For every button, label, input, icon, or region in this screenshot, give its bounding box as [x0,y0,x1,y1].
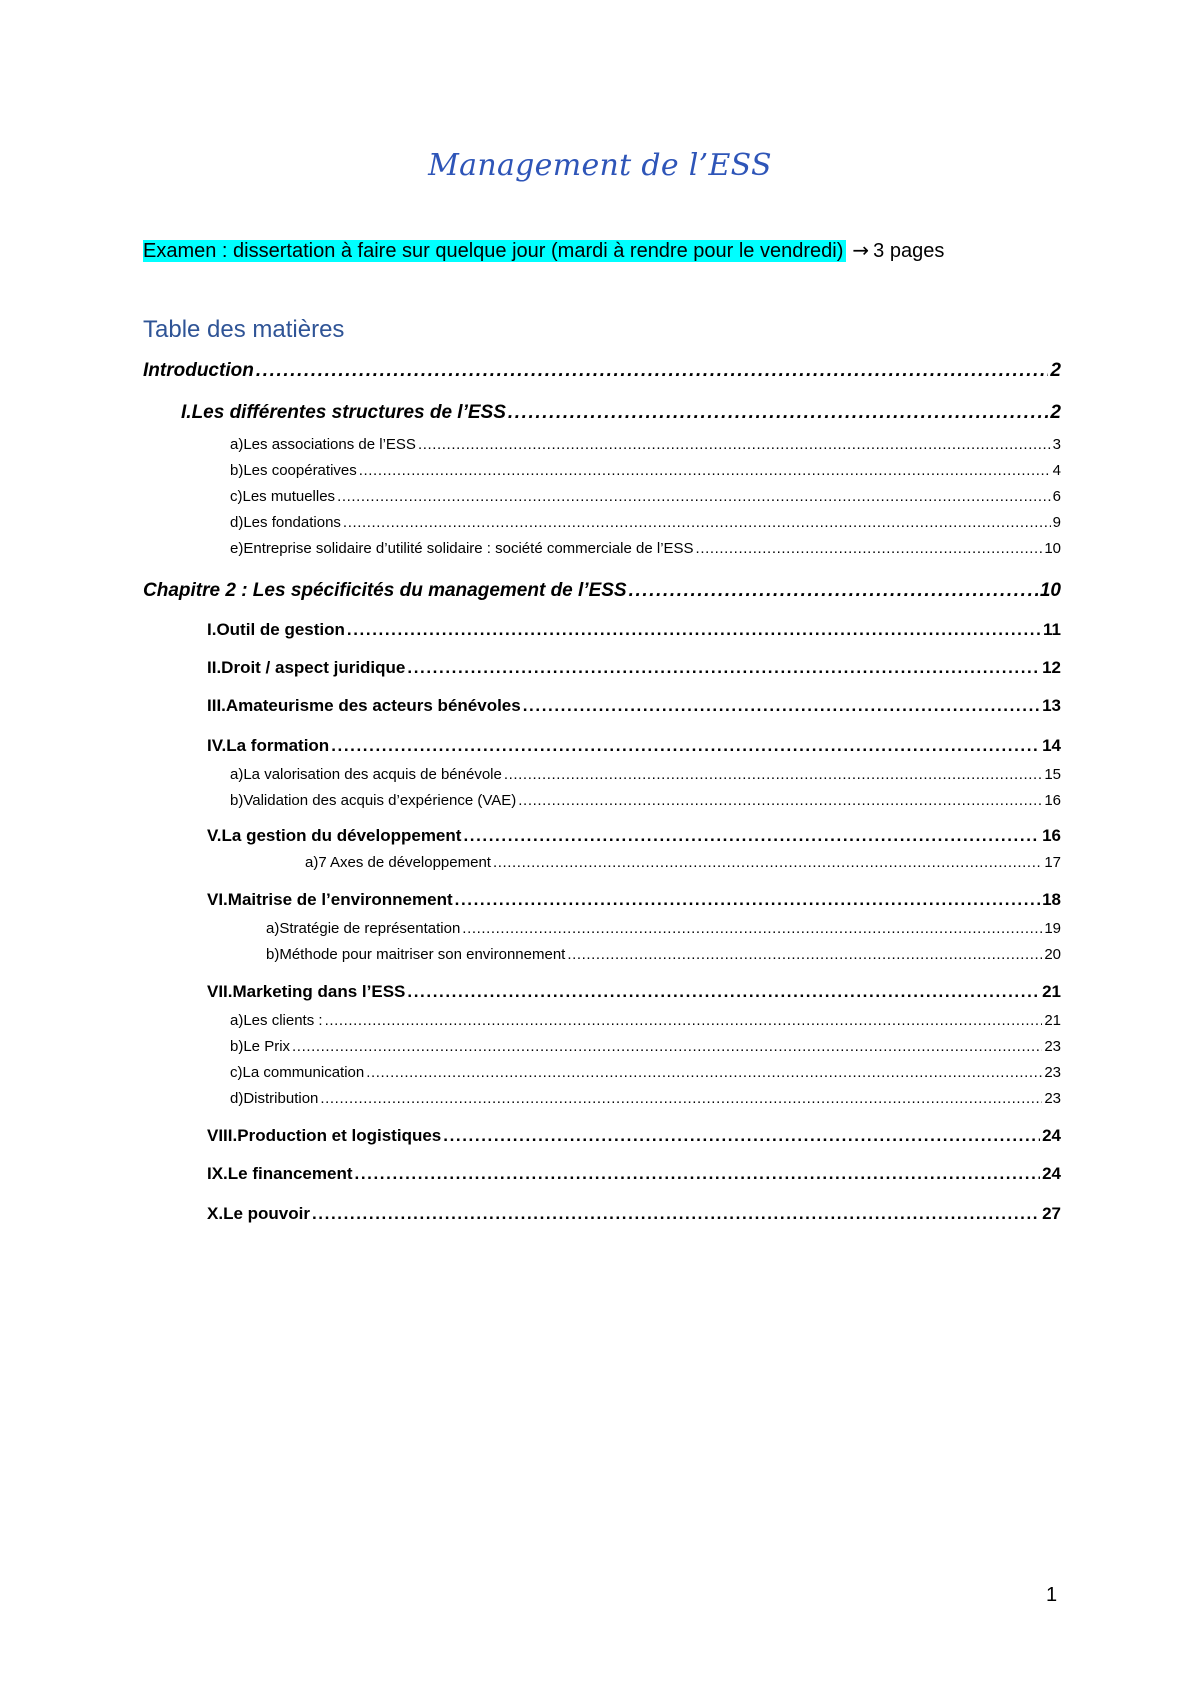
toc-leader [504,766,1042,783]
toc-entry-valorisation[interactable] [230,766,1061,783]
toc-entry-number: d) [230,1090,244,1107]
toc-entry-label: Stratégie de représentation [279,920,461,937]
toc-leader [463,826,1040,846]
toc-entry-label: Le pouvoir [223,1204,310,1223]
toc-entry-axes-developpement[interactable] [305,854,1061,871]
toc-entry-label: Marketing dans l’ESS [232,982,406,1001]
toc-entry-number: VII. [207,982,233,1001]
toc-entry-mutuelles[interactable] [230,488,1061,505]
toc-page-number: 13 [1042,696,1061,715]
toc-entry-number: a) [230,436,244,453]
toc-entry-number: a) [305,854,319,871]
toc-entry-label: Validation des acquis d’expérience (VAE) [243,792,517,809]
toc-entry-prix[interactable] [230,1038,1061,1055]
toc-page-number: 17 [1044,854,1061,871]
toc-leader [407,982,1040,1002]
toc-entry-distribution[interactable] [230,1090,1061,1107]
toc-entry-clients[interactable] [230,1012,1061,1029]
toc-entry-number: VIII. [207,1126,238,1145]
document-title: Management de l’ESS [428,148,772,183]
toc-page-number: 24 [1042,1164,1061,1183]
toc-entry-label: Les mutuelles [242,488,336,505]
toc-entry-label: Le financement [227,1164,353,1183]
toc-entry-fondations[interactable] [230,514,1061,531]
toc-page-number: 16 [1044,792,1061,809]
exam-note [143,236,944,265]
toc-entry-label: Amateurisme des acteurs bénévoles [225,696,521,715]
page-number: 1 [1046,1584,1058,1606]
toc-page-number: 2 [1050,402,1061,423]
toc-entry-introduction[interactable] [143,360,1061,382]
toc-entry-marketing[interactable] [207,982,1061,1002]
toc-entry-entreprise-solidaire[interactable] [230,540,1061,557]
exam-page-count: 3 pages [873,240,945,262]
toc-page-number: 27 [1042,1204,1061,1223]
toc-entry-label: Chapitre 2 : Les spécificités du management de l’ESS [143,580,627,601]
toc-leader [493,854,1042,871]
toc-entry-number: V. [207,826,222,845]
toc-leader [696,540,1043,557]
toc-leader [407,658,1040,678]
toc-leader [462,920,1042,937]
toc-leader [443,1126,1040,1146]
toc-entry-cooperatives[interactable] [230,462,1061,479]
toc-entry-communication[interactable] [230,1064,1061,1081]
toc-entry-label: Les coopératives [243,462,357,479]
toc-entry-vae[interactable] [230,792,1061,809]
toc-entry-amateurisme[interactable] [207,696,1061,716]
toc-leader [355,1164,1041,1184]
toc-leader [523,696,1040,716]
toc-page-number: 24 [1042,1126,1061,1145]
toc-entry-label: Entreprise solidaire d’utilité solidaire : société commerciale de l’ESS [243,540,694,557]
toc-entry-gestion-developpement[interactable] [207,826,1061,846]
toc-page-number: 9 [1052,514,1061,531]
toc-page-number: 20 [1044,946,1061,963]
toc-entry-number: I. [207,620,217,639]
toc-entry-label: Les clients : [243,1012,323,1029]
toc-leader [629,580,1038,602]
toc-entry-label: La formation [226,736,330,755]
toc-entry-number: c) [230,1064,243,1081]
toc-leader [359,462,1051,479]
toc-page-number: 6 [1052,488,1061,505]
toc-entry-structures[interactable] [181,402,1061,424]
toc-entry-number: c) [230,488,243,505]
toc-entry-number: II. [207,658,222,677]
toc-entry-label: Introduction [143,360,254,381]
toc-page-number: 12 [1042,658,1061,677]
toc-page-number: 23 [1044,1090,1061,1107]
toc-leader [518,792,1042,809]
toc-leader [331,736,1040,756]
toc-entry-number: a) [230,766,244,783]
toc-page-number: 19 [1044,920,1061,937]
toc-entry-number: IX. [207,1164,228,1183]
toc-entry-label: Droit / aspect juridique [221,658,406,677]
toc-entry-number: IV. [207,736,227,755]
toc-leader [312,1204,1040,1224]
toc-entry-label: Distribution [243,1090,319,1107]
toc-entry-label: Les associations de l’ESS [243,436,416,453]
toc-leader [325,1012,1043,1029]
toc-leader [320,1090,1042,1107]
toc-page-number: 23 [1044,1038,1061,1055]
toc-entry-label: La communication [242,1064,365,1081]
toc-page-number: 3 [1052,436,1061,453]
toc-entry-number: d) [230,514,244,531]
arrow-right-icon: → [852,238,870,262]
toc-page-number: 16 [1042,826,1061,845]
toc-entry-number: VI. [207,890,228,909]
toc-entry-chapitre-2[interactable] [143,580,1061,602]
toc-entry-production[interactable] [207,1126,1061,1146]
toc-entry-label: 7 Axes de développement [318,854,491,871]
exam-highlighted-text: Examen : dissertation à faire sur quelque jour (mardi à rendre pour le vendredi) [143,240,846,262]
toc-entry-associations[interactable] [230,436,1061,453]
toc-entry-label: Les fondations [243,514,341,531]
toc-page-number: 18 [1042,890,1061,909]
toc-leader [366,1064,1042,1081]
toc-entry-label: Méthode pour maitriser son environnement [279,946,566,963]
toc-entry-droit[interactable] [207,658,1061,678]
toc-page-number: 2 [1050,360,1061,381]
toc-entry-methode-environnement[interactable] [266,946,1061,963]
toc-page-number: 11 [1043,620,1061,639]
toc-leader [337,488,1051,505]
toc-entry-label: La valorisation des acquis de bénévole [243,766,502,783]
toc-entry-strategie-representation[interactable] [266,920,1061,937]
toc-page-number: 10 [1044,540,1061,557]
toc-entry-number: I. [181,402,192,423]
toc-entry-number: b) [266,946,280,963]
toc-page-number: 21 [1042,982,1061,1001]
toc-page-number: 23 [1044,1064,1061,1081]
toc-page-number: 21 [1044,1012,1061,1029]
toc-heading: Table des matières [143,316,345,343]
toc-leader [292,1038,1042,1055]
toc-page-number: 4 [1052,462,1061,479]
toc-entry-financement[interactable] [207,1164,1061,1184]
toc-leader [567,946,1042,963]
toc-entry-number: e) [230,540,244,557]
toc-leader [455,890,1040,910]
toc-entry-formation[interactable] [207,736,1061,756]
toc-page-number: 14 [1042,736,1061,755]
toc-entry-number: b) [230,462,244,479]
toc-entry-pouvoir[interactable] [207,1204,1061,1224]
toc-leader [418,436,1051,453]
toc-entry-label: Outil de gestion [216,620,345,639]
toc-leader [256,360,1049,382]
toc-entry-number: b) [230,792,244,809]
toc-entry-label: La gestion du développement [221,826,462,845]
toc-entry-number: a) [230,1012,244,1029]
toc-entry-number: b) [230,1038,244,1055]
toc-entry-label: Production et logistiques [237,1126,442,1145]
toc-page-number: 15 [1044,766,1061,783]
toc-entry-number: X. [207,1204,224,1223]
toc-entry-outil-de-gestion[interactable] [207,620,1061,640]
toc-entry-number: III. [207,696,226,715]
toc-entry-label: Le Prix [243,1038,291,1055]
toc-entry-label: Maitrise de l’environnement [227,890,453,909]
toc-leader [343,514,1051,531]
toc-page-number: 10 [1039,580,1061,601]
toc-leader [347,620,1041,640]
toc-entry-maitrise-environnement[interactable] [207,890,1061,910]
toc-entry-number: a) [266,920,280,937]
toc-entry-label: Les différentes structures de l’ESS [191,402,506,423]
toc-leader [508,402,1049,424]
